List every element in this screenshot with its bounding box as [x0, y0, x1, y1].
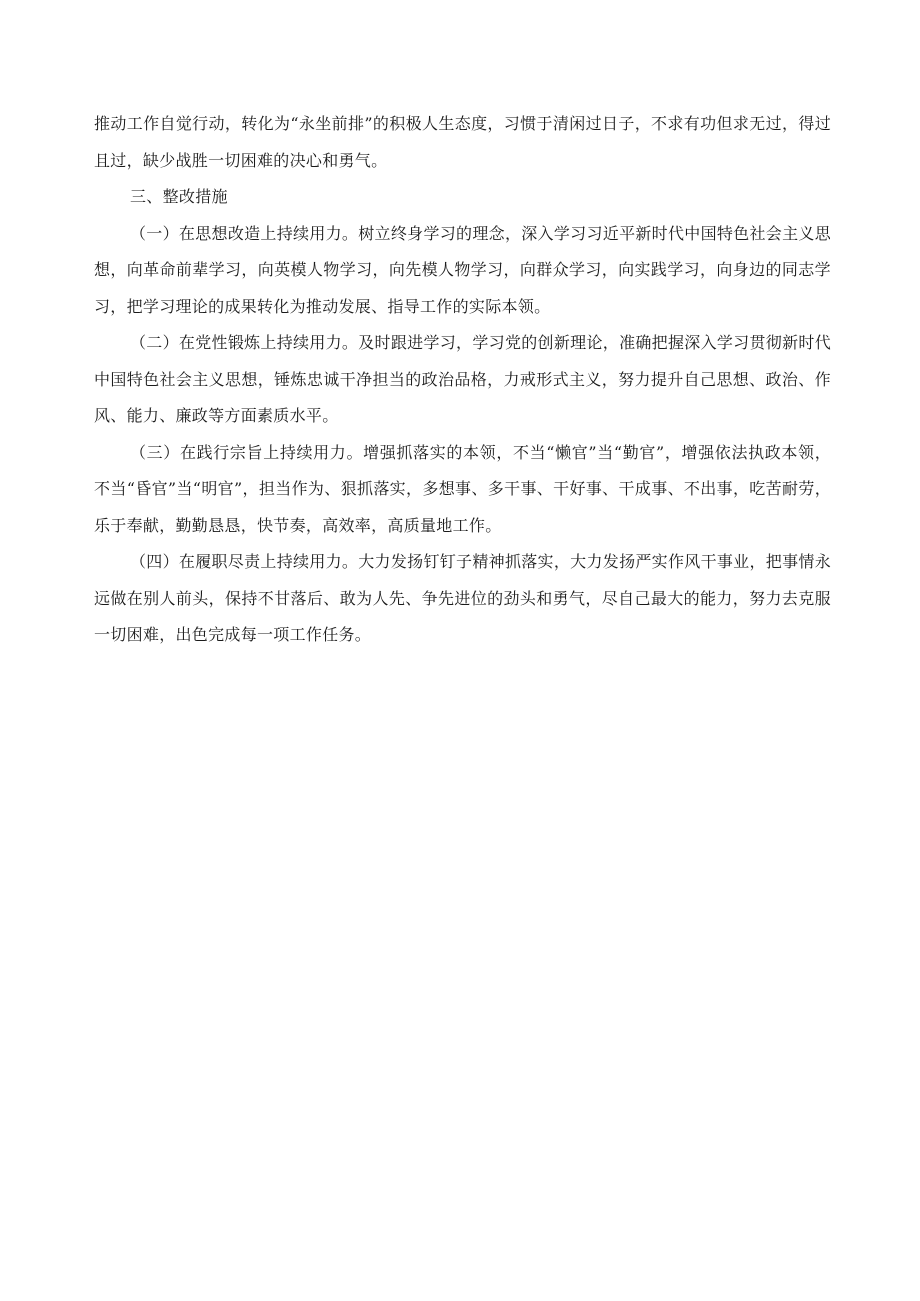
document-page	[94, 106, 831, 654]
section-heading-rectification-measures: 三、整改措施	[130, 187, 228, 206]
measure-paragraph-3: （三）在践行宗旨上持续用力。增强抓落实的本领，不当“懒官”当“勤官”，增强依法执政本领，不当“昏官”当“明官”，担当作为、狠抓落实，多想事、多干事、干好事、干成事、不出事，吃苦耐劳，乐于奉献，勤勤恳恳，快节奏，高效率，高质量地工作。	[94, 442, 831, 535]
measure-paragraph-2: （二）在党性锻炼上持续用力。及时跟进学习，学习党的创新理论，准确把握深入学习贯彻新时代中国特色社会主义思想，锤炼忠诚干净担当的政治品格，力戒形式主义，努力提升自己思想、政治、作风、能力、廉政等方面素质水平。	[94, 333, 831, 425]
continuation-paragraph: 推动工作自觉行动，转化为“永坐前排”的积极人生态度，习惯于清闲过日子，不求有功但求无过，得过且过，缺少战胜一切困难的决心和勇气。	[94, 114, 831, 170]
measure-paragraph-4: （四）在履职尽责上持续用力。大力发扬钉钉子精神抓落实，大力发扬严实作风干事业，把事情永远做在别人前头，保持不甘落后、敢为人先、争先进位的劲头和勇气，尽自己最大的能力，努力去克服一切困难，出色完成每一项工作任务。	[94, 552, 831, 644]
measure-paragraph-1: （一）在思想改造上持续用力。树立终身学习的理念，深入学习习近平新时代中国特色社会主义思想，向革命前辈学习，向英模人物学习，向先模人物学习，向群众学习，向实践学习，向身边的同志学习，把学习理论的成果转化为推动发展、指导工作的实际本领。	[94, 223, 831, 316]
